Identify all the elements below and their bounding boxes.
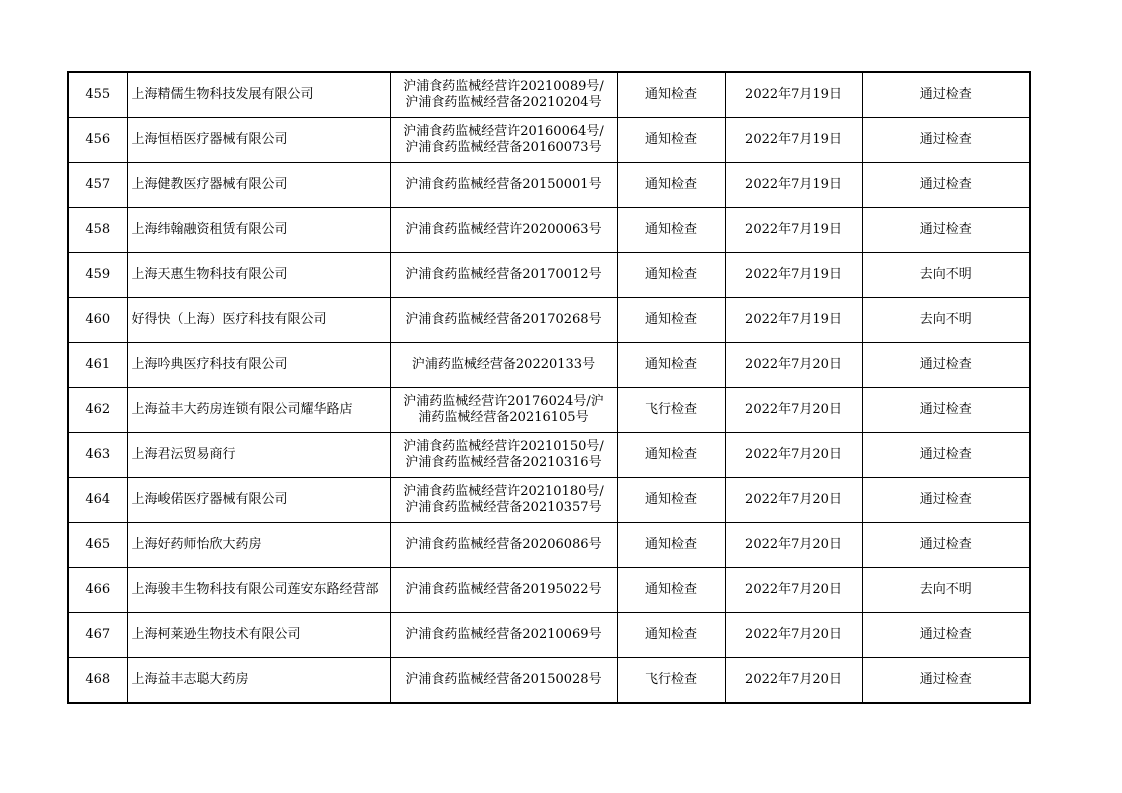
inspection-result: 通过检查 (862, 118, 1030, 163)
company-name: 上海纬翰融资租赁有限公司 (127, 208, 390, 253)
license-line: 沪浦食药监械经营备20160073号 (405, 140, 602, 155)
inspection-date: 2022年7月19日 (725, 163, 862, 208)
company-name: 上海君沄贸易商行 (127, 433, 390, 478)
inspection-result: 通过检查 (862, 72, 1030, 118)
row-number: 458 (68, 208, 127, 253)
license-line: 沪浦食药监械经营许20210150号/ (403, 439, 604, 454)
inspection-type: 通知检查 (617, 163, 725, 208)
license-number (390, 613, 617, 658)
inspection-date: 2022年7月20日 (725, 523, 862, 568)
table-row (68, 523, 1030, 568)
inspection-type: 通知检查 (617, 613, 725, 658)
license-number (390, 658, 617, 704)
inspection-result: 去向不明 (862, 568, 1030, 613)
inspection-type: 通知检查 (617, 253, 725, 298)
company-name: 上海恒梧医疗器械有限公司 (127, 118, 390, 163)
row-number: 466 (68, 568, 127, 613)
row-number: 457 (68, 163, 127, 208)
license-number (390, 568, 617, 613)
inspection-result: 通过检查 (862, 658, 1030, 704)
inspection-date: 2022年7月20日 (725, 568, 862, 613)
license-number (390, 298, 617, 343)
table-row (68, 343, 1030, 388)
license-line: 沪浦食药监械经营备20170268号 (405, 312, 602, 327)
license-line: 沪浦食药监械经营备20210316号 (405, 455, 602, 470)
inspection-result: 通过检查 (862, 163, 1030, 208)
row-number: 459 (68, 253, 127, 298)
license-number (390, 433, 617, 478)
table-row (68, 118, 1030, 163)
company-name: 上海健教医疗器械有限公司 (127, 163, 390, 208)
row-number: 468 (68, 658, 127, 704)
table-row (68, 613, 1030, 658)
company-name: 上海益丰大药房连锁有限公司耀华路店 (127, 388, 390, 433)
row-number: 460 (68, 298, 127, 343)
license-number (390, 208, 617, 253)
company-name: 上海峻偌医疗器械有限公司 (127, 478, 390, 523)
inspection-date: 2022年7月20日 (725, 388, 862, 433)
license-line: 沪浦药监械经营备20220133号 (411, 357, 596, 372)
inspection-result: 通过检查 (862, 478, 1030, 523)
license-line: 沪浦食药监械经营备20210069号 (405, 627, 602, 642)
license-line: 沪浦食药监械经营备20150001号 (405, 177, 602, 192)
row-number: 461 (68, 343, 127, 388)
inspection-date: 2022年7月20日 (725, 433, 862, 478)
table-row (68, 72, 1030, 118)
license-number (390, 388, 617, 433)
company-name: 上海柯莱逊生物技术有限公司 (127, 613, 390, 658)
inspection-date: 2022年7月20日 (725, 613, 862, 658)
table-row (68, 478, 1030, 523)
inspection-result: 去向不明 (862, 253, 1030, 298)
license-line: 沪浦食药监械经营备20195022号 (405, 582, 602, 597)
company-name: 上海精儒生物科技发展有限公司 (127, 72, 390, 118)
license-line: 浦药监械经营备20216105号 (418, 410, 589, 425)
table-row (68, 388, 1030, 433)
inspection-date: 2022年7月19日 (725, 298, 862, 343)
row-number: 467 (68, 613, 127, 658)
license-line: 沪浦药监械经营许20176024号/沪 (403, 394, 604, 409)
row-number: 456 (68, 118, 127, 163)
table-row (68, 298, 1030, 343)
inspection-date: 2022年7月19日 (725, 208, 862, 253)
inspection-records-table (67, 71, 1031, 704)
row-number: 465 (68, 523, 127, 568)
inspection-result: 通过检查 (862, 523, 1030, 568)
company-name: 上海吟典医疗科技有限公司 (127, 343, 390, 388)
inspection-date: 2022年7月19日 (725, 253, 862, 298)
inspection-type: 通知检查 (617, 208, 725, 253)
license-line: 沪浦食药监械经营许20200063号 (405, 222, 602, 237)
table-row (68, 568, 1030, 613)
license-line: 沪浦食药监械经营备20210357号 (405, 500, 602, 515)
license-number (390, 118, 617, 163)
inspection-type: 飞行检查 (617, 658, 725, 704)
table-row (68, 253, 1030, 298)
inspection-type: 通知检查 (617, 72, 725, 118)
license-number (390, 523, 617, 568)
inspection-type: 飞行检查 (617, 388, 725, 433)
license-line: 沪浦食药监械经营备20150028号 (405, 672, 602, 687)
inspection-type: 通知检查 (617, 118, 725, 163)
table-body (68, 72, 1030, 703)
row-number: 464 (68, 478, 127, 523)
inspection-date: 2022年7月19日 (725, 72, 862, 118)
license-line: 沪浦食药监械经营许20160064号/ (403, 124, 604, 139)
license-line: 沪浦食药监械经营备20170012号 (405, 267, 602, 282)
company-name: 上海骏丰生物科技有限公司莲安东路经营部 (127, 568, 390, 613)
inspection-type: 通知检查 (617, 433, 725, 478)
inspection-date: 2022年7月20日 (725, 478, 862, 523)
inspection-date: 2022年7月19日 (725, 118, 862, 163)
license-number (390, 72, 617, 118)
inspection-type: 通知检查 (617, 568, 725, 613)
license-number (390, 343, 617, 388)
inspection-table-container (67, 71, 1029, 704)
company-name: 上海天惠生物科技有限公司 (127, 253, 390, 298)
table-row (68, 433, 1030, 478)
license-number (390, 478, 617, 523)
table-row (68, 658, 1030, 704)
row-number: 455 (68, 72, 127, 118)
inspection-type: 通知检查 (617, 478, 725, 523)
inspection-result: 通过检查 (862, 613, 1030, 658)
company-name: 好得快（上海）医疗科技有限公司 (127, 298, 390, 343)
inspection-result: 去向不明 (862, 298, 1030, 343)
license-number (390, 253, 617, 298)
inspection-date: 2022年7月20日 (725, 658, 862, 704)
license-line: 沪浦食药监械经营备20210204号 (405, 95, 602, 110)
inspection-type: 通知检查 (617, 343, 725, 388)
inspection-result: 通过检查 (862, 343, 1030, 388)
inspection-result: 通过检查 (862, 388, 1030, 433)
row-number: 462 (68, 388, 127, 433)
company-name: 上海益丰志聪大药房 (127, 658, 390, 704)
row-number: 463 (68, 433, 127, 478)
table-row (68, 163, 1030, 208)
inspection-type: 通知检查 (617, 523, 725, 568)
license-line: 沪浦食药监械经营备20206086号 (405, 537, 602, 552)
inspection-date: 2022年7月20日 (725, 343, 862, 388)
inspection-type: 通知检查 (617, 298, 725, 343)
license-line: 沪浦食药监械经营许20210089号/ (403, 79, 604, 94)
table-row (68, 208, 1030, 253)
company-name: 上海好药师怡欣大药房 (127, 523, 390, 568)
license-number (390, 163, 617, 208)
inspection-result: 通过检查 (862, 433, 1030, 478)
license-line: 沪浦食药监械经营许20210180号/ (403, 484, 604, 499)
inspection-result: 通过检查 (862, 208, 1030, 253)
